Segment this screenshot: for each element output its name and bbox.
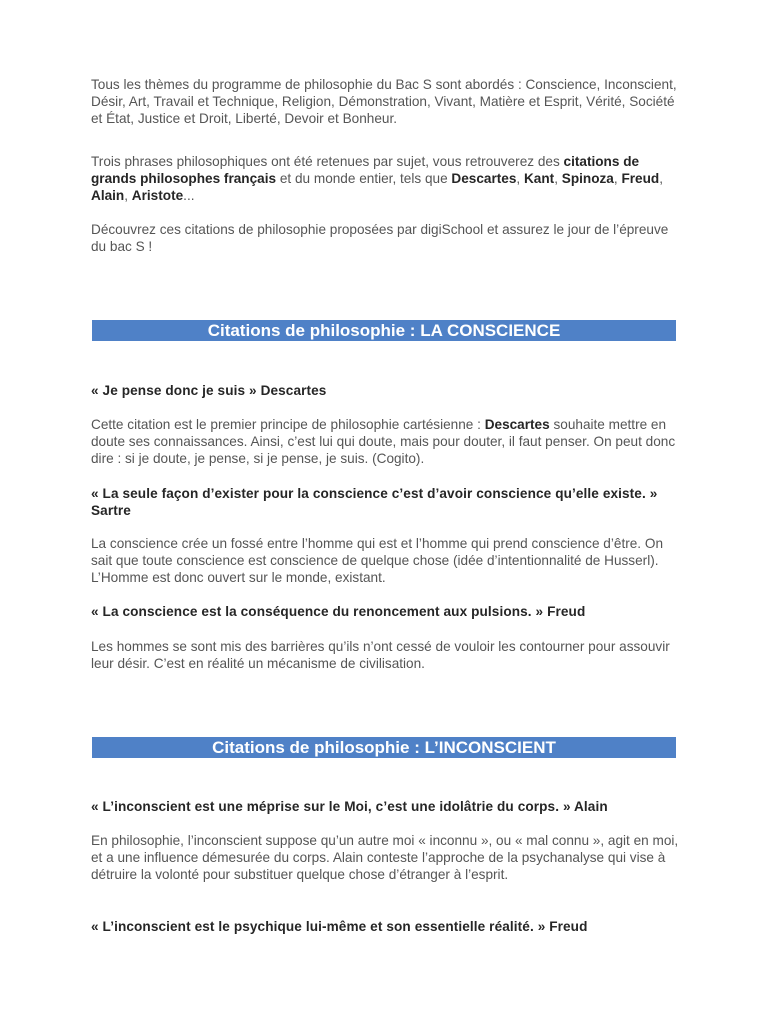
intro-text-2 xyxy=(91,154,681,205)
section-banner-inconscient: Citations de philosophie : L’INCONSCIENT xyxy=(92,737,676,758)
philosopher-name: Spinoza xyxy=(561,170,614,186)
intro-p2-b: citations de grands philosophes français xyxy=(91,154,640,186)
quote-sartre: « La seule façon d’exister pour la conscience c’est d’avoir conscience qu’elle existe. » Sartre xyxy=(91,486,658,518)
separator: , xyxy=(613,170,622,186)
intro-p2-end: ... xyxy=(183,187,195,203)
intro-p2-a: Trois phrases philosophiques ont été retenues par sujet, vous retrouverez des xyxy=(91,154,564,169)
intro-paragraph-3 xyxy=(91,222,681,256)
quote-freud-conscience: « La conscience est la conséquence du renoncement aux pulsions. » Freud xyxy=(91,604,586,619)
separator: , xyxy=(659,170,663,186)
explanation-freud-conscience xyxy=(91,639,681,673)
separator: , xyxy=(554,170,562,186)
explanation-part: souhaite mettre en doute ses connaissances. Ainsi, c’est lui qui doute, mais pour douter, il faut penser. On peut donc dire : si je doute, je pense, si je pense, je suis. (Cogito). xyxy=(91,417,676,466)
intro-paragraph-2 xyxy=(91,154,681,205)
separator: , xyxy=(124,187,132,203)
philosopher-name: Freud xyxy=(621,170,660,186)
explanation-part: Cette citation est le premier principe de philosophie cartésienne : xyxy=(91,417,485,432)
explanation-sartre xyxy=(91,536,681,587)
philosopher-name: Aristote xyxy=(131,187,184,203)
quote-alain: « L’inconscient est une méprise sur le Moi, c’est une idolâtrie du corps. » Alain xyxy=(91,799,608,814)
intro-text-1: Tous les thèmes du programme de philosophie du Bac S sont abordés : Conscience, Inconscient, Désir, Art, Travail et Technique, Religion, Démonstration, Vivant, Matière et Esprit, Vérité, Société et État, Justice et Droit, Liberté, Devoir et Bonheur. xyxy=(91,77,677,126)
philosopher-name: Alain xyxy=(91,187,125,203)
philosopher-name: Kant xyxy=(523,170,555,186)
explanation-text: Les hommes se sont mis des barrières qu’ils n’ont cessé de vouloir les contourner pour assouvir leur désir. C’est en réalité un mécanisme de civilisation. xyxy=(91,639,670,671)
separator: , xyxy=(516,170,524,186)
explanation-bold: Descartes xyxy=(484,417,550,432)
section-banner-conscience: Citations de philosophie : LA CONSCIENCE xyxy=(92,320,676,341)
intro-text-3: Découvrez ces citations de philosophie proposées par digiSchool et assurez le jour de l’épreuve du bac S ! xyxy=(91,222,669,254)
quote-descartes: « Je pense donc je suis » Descartes xyxy=(91,383,327,398)
philosopher-name: Descartes xyxy=(451,170,517,186)
explanation-descartes xyxy=(91,417,681,468)
explanation-alain xyxy=(91,833,681,884)
explanation-text xyxy=(91,417,681,468)
explanation-text: En philosophie, l’inconscient suppose qu’un autre moi « inconnu », ou « mal connu », agit en moi, et a une influence démesurée du corps. Alain conteste l’approche de la psychanalyse qui vise à détruire la volonté pour substituer quelque chose d’étranger à l’esprit. xyxy=(91,833,679,882)
intro-p2-c: et du monde entier, tels que xyxy=(276,170,452,186)
quote-freud-inconscient: « L’inconscient est le psychique lui-même et son essentielle réalité. » Freud xyxy=(91,919,588,934)
explanation-text: La conscience crée un fossé entre l’homme qui est et l’homme qui prend conscience d’être. On sait que toute conscience est conscience de quelque chose (idée d’intentionnalité de Husserl). L’Homme est donc ouvert sur le monde, existant. xyxy=(91,536,663,585)
intro-paragraph-1 xyxy=(91,77,681,128)
